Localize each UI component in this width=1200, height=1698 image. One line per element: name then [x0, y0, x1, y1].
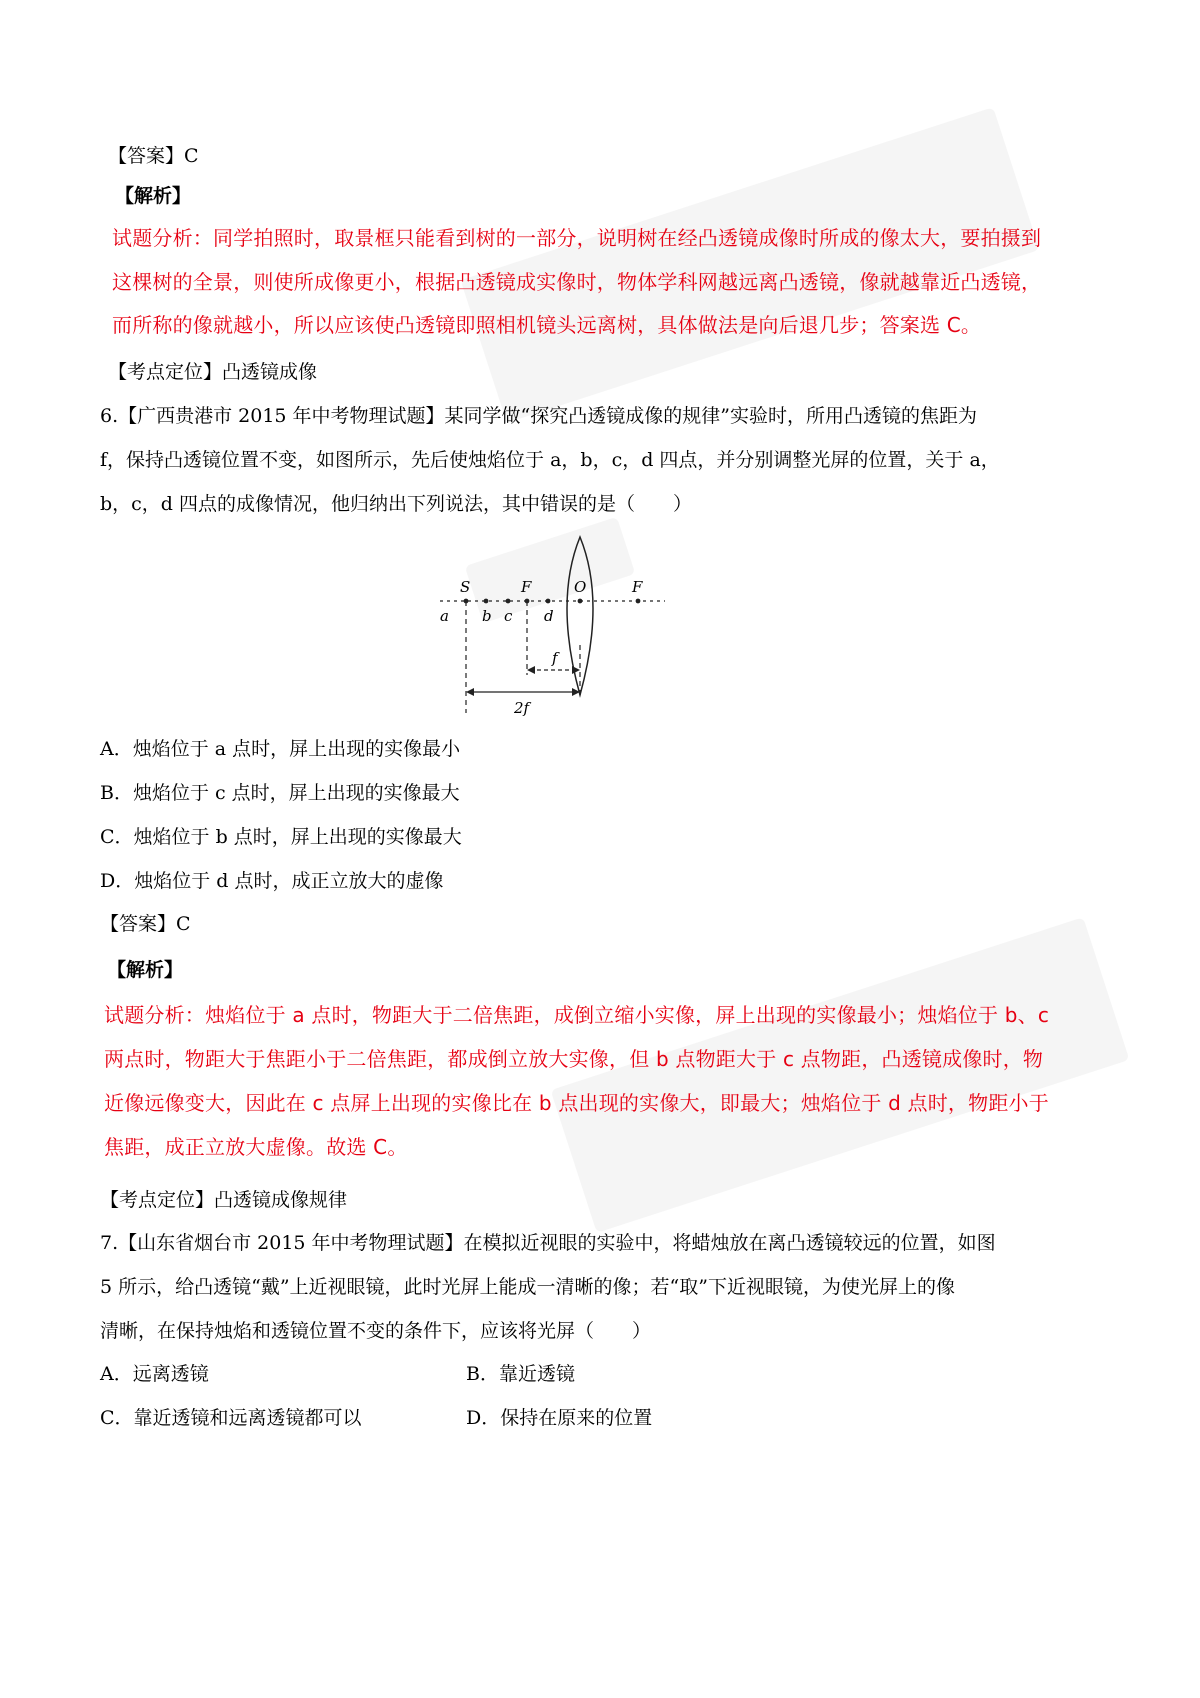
watermark [461, 107, 1040, 423]
label-a: a [440, 607, 449, 625]
question-7-line: 7.【山东省烟台市 2015 年中考物理试题】在模拟近视眼的实验中，将蜡烛放在离凸透镜较远的位置，如图 [100, 1232, 996, 1254]
point-f-right [636, 599, 641, 604]
question-6-line: 6.【广西贵港市 2015 年中考物理试题】某同学做“探究凸透镜成像的规律”实验时，所用凸透镜的焦距为 [100, 405, 977, 427]
label-s: S [460, 578, 471, 596]
analysis-line: 这棵树的全景，则使所成像更小，根据凸透镜成实像时，物体学科网越远离凸透镜，像就越靠近凸透镜， [112, 270, 1042, 294]
option-c: C．烛焰位于 b 点时，屏上出现的实像最大 [100, 826, 462, 848]
label-f-left: F [521, 578, 532, 596]
analysis-heading: 【解析】 [115, 185, 192, 207]
analysis-line: 而所称的像就越小，所以应该使凸透镜即照相机镜头远离树，具体做法是向后退几步；答案选 C。 [112, 313, 982, 337]
question-7-line: 清晰，在保持烛焰和透镜位置不变的条件下，应该将光屏（ ） [100, 1320, 652, 1342]
analysis-line: 试题分析：烛焰位于 a 点时，物距大于二倍焦距，成倒立缩小实像，屏上出现的实像最小；烛焰位于 b、c [104, 1003, 1050, 1027]
question-7-line: 5 所示，给凸透镜“戴”上近视眼镜，此时光屏上能成一清晰的像；若“取”下近视眼镜，为使光屏上的像 [100, 1276, 955, 1298]
label-c: c [504, 607, 513, 625]
label-d: d [544, 607, 554, 625]
option-b: B．烛焰位于 c 点时，屏上出现的实像最大 [100, 782, 460, 804]
knowledge-point: 【考点定位】凸透镜成像规律 [100, 1189, 348, 1211]
option-b: B．靠近透镜 [466, 1363, 575, 1385]
point-o [578, 599, 583, 604]
dim-2f: 2f [514, 699, 530, 717]
question-6-line: b，c，d 四点的成像情况，他归纳出下列说法，其中错误的是（ ） [100, 493, 693, 515]
label-f-right: F [632, 578, 643, 596]
point-b [484, 599, 489, 604]
point-c [506, 599, 511, 604]
convex-lens [567, 537, 593, 695]
answer-label: 【答案】C [100, 913, 191, 935]
label-o: O [574, 578, 587, 596]
analysis-heading: 【解析】 [107, 959, 184, 981]
analysis-line: 试题分析：同学拍照时，取景框只能看到树的一部分，说明树在经凸透镜成像时所成的像太大，要拍摄到 [112, 226, 1042, 250]
analysis-line: 近像远像变大，因此在 c 点屏上出现的实像比在 b 点出现的实像大，即最大；烛焰位于 d 点时，物距小于 [104, 1091, 1049, 1115]
analysis-line: 两点时，物距大于焦距小于二倍焦距，都成倒立放大实像，但 b 点物距大于 c 点物距，凸透镜成像时，物 [104, 1047, 1044, 1071]
point-d [546, 599, 551, 604]
lens-diagram [420, 535, 680, 720]
watermark [551, 917, 1130, 1233]
knowledge-point: 【考点定位】凸透镜成像 [108, 361, 318, 383]
answer-label: 【答案】C [108, 145, 199, 167]
option-a: A．远离透镜 [100, 1363, 209, 1385]
option-d: D．烛焰位于 d 点时，成正立放大的虚像 [100, 870, 444, 892]
option-c: C．靠近透镜和远离透镜都可以 [100, 1407, 362, 1429]
analysis-line: 焦距，成正立放大虚像。故选 C。 [104, 1135, 408, 1159]
option-d: D．保持在原来的位置 [466, 1407, 653, 1429]
question-6-line: f，保持凸透镜位置不变，如图所示，先后使烛焰位于 a，b，c，d 四点，并分别调整光屏的位置，关于 a， [100, 449, 1000, 471]
option-a: A．烛焰位于 a 点时，屏上出现的实像最小 [100, 738, 461, 760]
dim-f: f [552, 649, 558, 667]
label-b: b [482, 607, 492, 625]
